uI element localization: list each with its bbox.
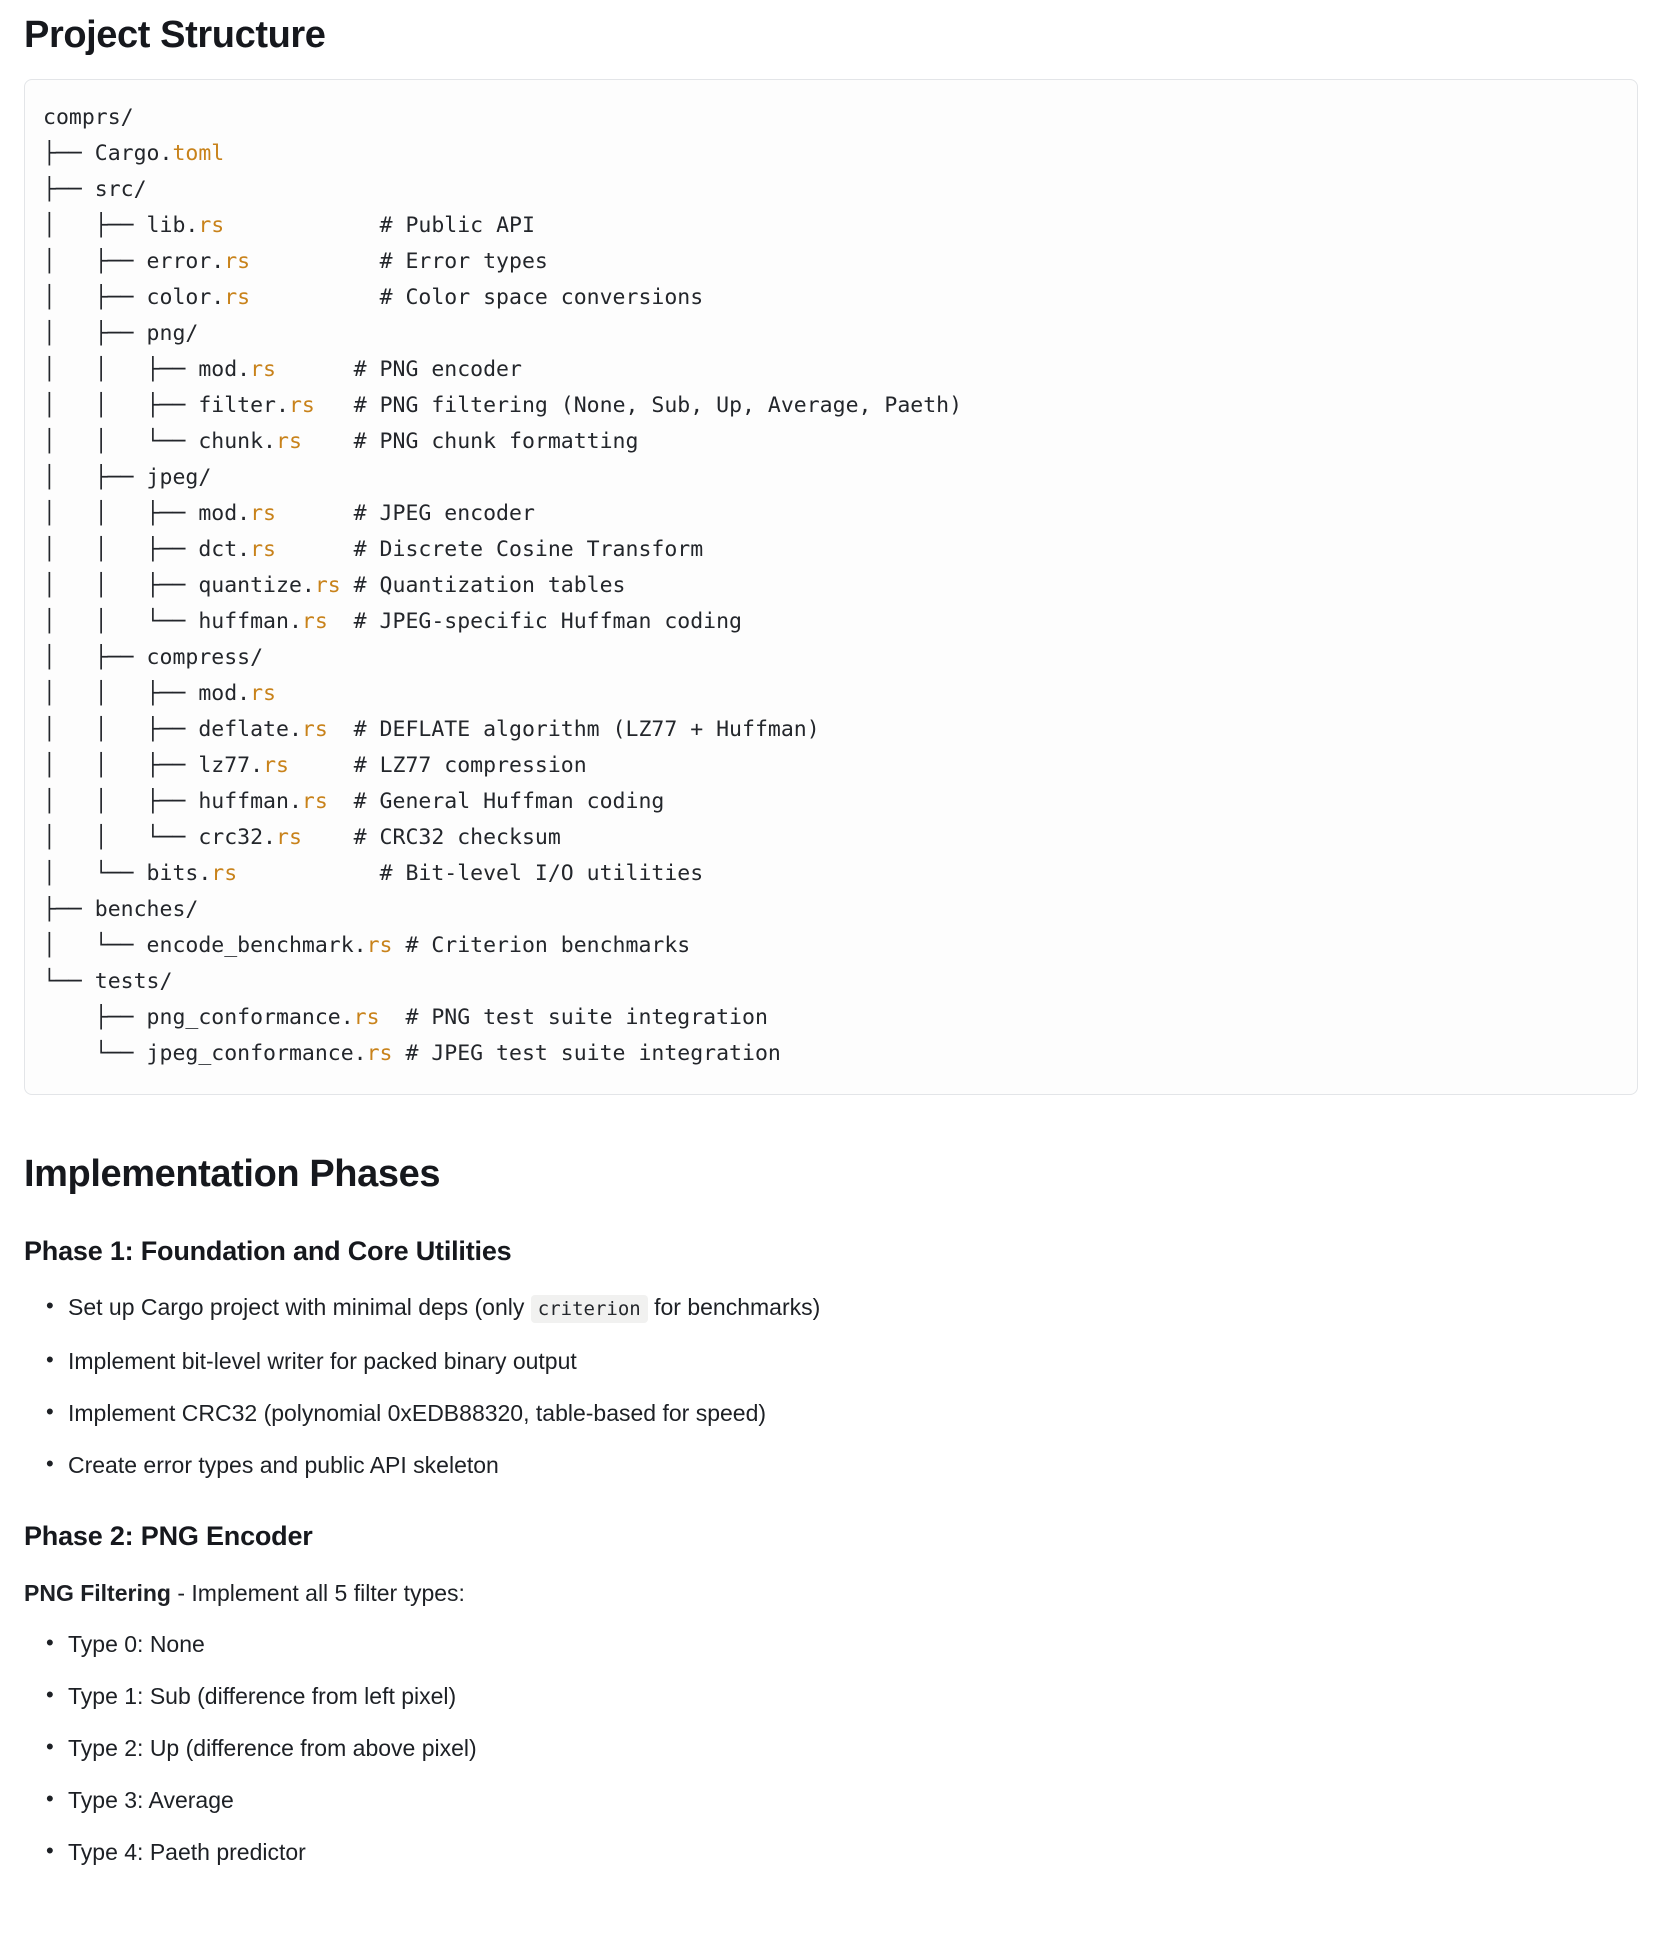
- tree-line-path: │ └── bits.: [43, 861, 212, 886]
- page-title: Project Structure: [24, 14, 326, 56]
- tree-line-path: │ │ ├── quantize.: [43, 573, 315, 598]
- png-filtering-intro-rest: - Implement all 5 filter types:: [170, 1580, 465, 1606]
- tree-line-comment: # JPEG encoder: [353, 501, 535, 526]
- tree-line-path: │ ├── jpeg/: [43, 465, 212, 490]
- list-item: [68, 1784, 1638, 1816]
- implementation-phases-heading: Implementation Phases: [24, 1153, 441, 1195]
- tree-line-extension: rs: [353, 1005, 380, 1030]
- list-item-text: Implement bit-level writer for packed binary output: [68, 1348, 577, 1374]
- tree-line-comment: # CRC32 checksum: [353, 825, 561, 850]
- project-structure-tree-box: [24, 79, 1638, 1095]
- tree-line-comment: # JPEG-specific Huffman coding: [353, 609, 742, 634]
- tree-line-path: │ │ ├── huffman.: [43, 789, 302, 814]
- tree-line-path: │ ├── png/: [43, 321, 199, 346]
- tree-line-path: │ ├── color.: [43, 285, 225, 310]
- list-item: [68, 1836, 1638, 1868]
- tree-line-comment: # Public API: [379, 213, 535, 238]
- list-item: [68, 1732, 1638, 1764]
- tree-line-path: ├── Cargo.: [43, 141, 173, 166]
- tree-line-comment: # PNG test suite integration: [405, 1005, 768, 1030]
- tree-line-path: │ │ └── crc32.: [43, 825, 276, 850]
- tree-line-extension: rs: [250, 357, 276, 382]
- png-filtering-label: PNG Filtering: [24, 1580, 171, 1606]
- list-item-text: Type 0: None: [68, 1631, 205, 1657]
- tree-line-path: ├── png_conformance.: [43, 1005, 354, 1030]
- list-item: [68, 1680, 1638, 1712]
- tree-line-path: │ │ ├── lz77.: [43, 753, 264, 778]
- list-item-text: Create error types and public API skeleton: [68, 1452, 499, 1478]
- tree-line-extension: rs: [288, 393, 315, 418]
- tree-line-comment: # DEFLATE algorithm (LZ77 + Huffman): [353, 717, 820, 742]
- tree-line-comment: # Bit-level I/O utilities: [379, 861, 704, 886]
- png-filtering-intro: [24, 1576, 1638, 1610]
- tree-line-comment: # Color space conversions: [379, 285, 704, 310]
- tree-line-path: ├── src/: [43, 177, 147, 202]
- tree-line-path: │ │ ├── deflate.: [43, 717, 302, 742]
- tree-line-path: │ ├── compress/: [43, 645, 264, 670]
- list-item-text-tail: for benchmarks): [647, 1294, 821, 1320]
- tree-line-extension: rs: [250, 501, 276, 526]
- inline-code: criterion: [531, 1295, 648, 1323]
- tree-line-extension: rs: [250, 681, 276, 706]
- list-item: [68, 1397, 1638, 1429]
- tree-line-path: │ ├── error.: [43, 249, 225, 274]
- phase-2-bullet-list: [24, 1628, 1638, 1868]
- tree-line-extension: rs: [366, 1041, 393, 1066]
- phase-2-title: Phase 2: PNG Encoder: [24, 1521, 313, 1551]
- tree-line-comment: # Criterion benchmarks: [405, 933, 691, 958]
- tree-line-extension: rs: [224, 249, 251, 274]
- tree-line-path: ├── benches/: [43, 897, 199, 922]
- tree-line-extension: rs: [211, 861, 238, 886]
- list-item-text: Set up Cargo project with minimal deps (only: [68, 1294, 531, 1320]
- tree-line-comment: # PNG chunk formatting: [353, 429, 639, 454]
- tree-line-comment: # JPEG test suite integration: [405, 1041, 781, 1066]
- tree-line-comment: # General Huffman coding: [353, 789, 665, 814]
- tree-line-path: └── jpeg_conformance.: [43, 1041, 367, 1066]
- list-item-text: Implement CRC32 (polynomial 0xEDB88320, table-based for speed): [68, 1400, 767, 1426]
- tree-line-comment: # PNG filtering (None, Sub, Up, Average, Paeth): [353, 393, 963, 418]
- phase-1-bullet-list: [24, 1291, 1638, 1481]
- list-item: [68, 1345, 1638, 1377]
- tree-line-extension: rs: [276, 429, 302, 454]
- tree-line-extension: rs: [198, 213, 225, 238]
- tree-line-extension: rs: [301, 609, 328, 634]
- list-item: [68, 1628, 1638, 1660]
- list-item-text: Type 2: Up (difference from above pixel): [68, 1735, 477, 1761]
- tree-line-path: │ │ ├── mod.: [43, 681, 251, 706]
- tree-line-path: │ │ └── huffman.: [43, 609, 302, 634]
- tree-line-path: │ └── encode_benchmark.: [43, 933, 367, 958]
- tree-line-path: comprs/: [43, 105, 134, 130]
- tree-line-extension: toml: [172, 141, 225, 166]
- tree-line-extension: rs: [314, 573, 341, 598]
- tree-line-path: │ │ ├── dct.: [43, 537, 251, 562]
- list-item-text: Type 4: Paeth predictor: [68, 1839, 306, 1865]
- tree-line-comment: # PNG encoder: [353, 357, 522, 382]
- tree-line-comment: # LZ77 compression: [353, 753, 587, 778]
- list-item: [68, 1291, 1638, 1325]
- tree-line-path: │ │ ├── mod.: [43, 357, 251, 382]
- tree-line-path: │ │ ├── mod.: [43, 501, 251, 526]
- tree-line-path: └── tests/: [43, 969, 173, 994]
- tree-line-extension: rs: [224, 285, 251, 310]
- list-item-text: Type 3: Average: [68, 1787, 234, 1813]
- tree-line-comment: # Quantization tables: [353, 573, 626, 598]
- tree-line-path: │ │ └── chunk.: [43, 429, 276, 454]
- tree-line-path: │ │ ├── filter.: [43, 393, 289, 418]
- list-item-text: Type 1: Sub (difference from left pixel): [68, 1683, 457, 1709]
- project-structure-tree: [43, 100, 1619, 1072]
- list-item: [68, 1449, 1638, 1481]
- tree-line-extension: rs: [263, 753, 289, 778]
- phase-1-title: Phase 1: Foundation and Core Utilities: [24, 1236, 512, 1266]
- tree-line-extension: rs: [276, 825, 302, 850]
- tree-line-extension: rs: [250, 537, 276, 562]
- tree-line-path: │ ├── lib.: [43, 213, 199, 238]
- tree-line-comment: # Error types: [379, 249, 548, 274]
- tree-line-extension: rs: [366, 933, 393, 958]
- tree-line-extension: rs: [301, 789, 328, 814]
- tree-line-comment: # Discrete Cosine Transform: [353, 537, 704, 562]
- tree-line-extension: rs: [301, 717, 328, 742]
